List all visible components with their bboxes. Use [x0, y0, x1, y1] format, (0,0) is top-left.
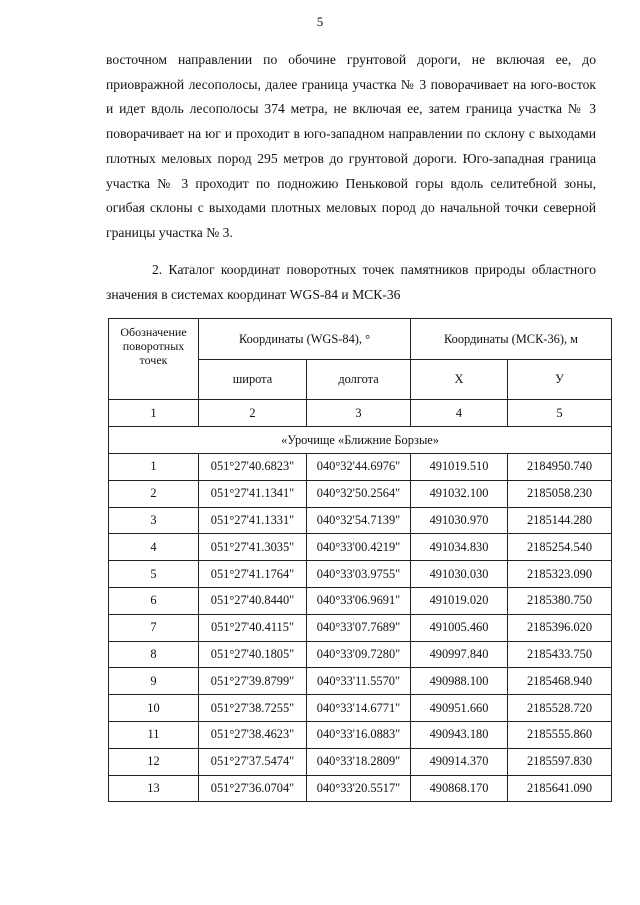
latitude-cell: 051°27'38.4623": [199, 721, 307, 748]
y-coordinate-cell: 2185555.860: [508, 721, 612, 748]
table-row: [109, 561, 612, 588]
table-row: [109, 614, 612, 641]
longitude-cell: 040°32'54.7139": [307, 507, 411, 534]
latitude-cell: 051°27'41.1341": [199, 480, 307, 507]
table-row: [109, 454, 612, 481]
point-number-cell: 8: [109, 641, 199, 668]
column-number-row: [109, 400, 612, 427]
x-coordinate-cell: 490951.660: [411, 695, 508, 722]
table-row: [109, 587, 612, 614]
table-header-row: [109, 319, 612, 360]
latitude-cell: 051°27'37.5474": [199, 748, 307, 775]
longitude-cell: 040°32'44.6976": [307, 454, 411, 481]
x-coordinate-cell: 490988.100: [411, 668, 508, 695]
x-coordinate-cell: 490914.370: [411, 748, 508, 775]
x-coordinate-cell: 490943.180: [411, 721, 508, 748]
column-number: 2: [199, 400, 307, 427]
x-coordinate-cell: 491030.030: [411, 561, 508, 588]
x-coordinate-cell: 491019.510: [411, 454, 508, 481]
latitude-cell: 051°27'40.1805": [199, 641, 307, 668]
page-number: 5: [316, 14, 324, 29]
table-row: [109, 641, 612, 668]
latitude-cell: 051°27'36.0704": [199, 775, 307, 802]
section-title: «Урочище «Ближние Борзые»: [109, 427, 612, 454]
y-coordinate-cell: 2185528.720: [508, 695, 612, 722]
y-coordinate-cell: 2185433.750: [508, 641, 612, 668]
latitude-cell: 051°27'41.1331": [199, 507, 307, 534]
table-row: [109, 534, 612, 561]
latitude-cell: 051°27'41.1764": [199, 561, 307, 588]
y-coordinate-cell: 2185396.020: [508, 614, 612, 641]
header-longitude: долгота: [307, 360, 411, 400]
point-number-cell: 10: [109, 695, 199, 722]
point-number-cell: 6: [109, 587, 199, 614]
table-row: [109, 507, 612, 534]
point-number-cell: 1: [109, 454, 199, 481]
point-number-cell: 12: [109, 748, 199, 775]
y-coordinate-cell: 2185641.090: [508, 775, 612, 802]
x-coordinate-cell: 491019.020: [411, 587, 508, 614]
table-row: [109, 748, 612, 775]
y-coordinate-cell: 2184950.740: [508, 454, 612, 481]
x-coordinate-cell: 491034.830: [411, 534, 508, 561]
point-number-cell: 13: [109, 775, 199, 802]
latitude-cell: 051°27'39.8799": [199, 668, 307, 695]
x-coordinate-cell: 491005.460: [411, 614, 508, 641]
coordinates-catalog-table: [108, 318, 612, 802]
y-coordinate-cell: 2185380.750: [508, 587, 612, 614]
section-row: [109, 427, 612, 454]
header-y: У: [508, 360, 612, 400]
catalog-heading-paragraph: 2. Каталог координат поворотных точек памятников природы областного значения в системах координат WGS-84 и МСК-36: [106, 262, 596, 302]
column-number: 3: [307, 400, 411, 427]
boundary-description-paragraph: восточном направлении по обочине грунтовой дороги, не включая ее, до приовражной лесополосы, далее граница участка № 3 поворачивает на юго-восток и идет вдоль лесополосы 374 метра, не включая ее, затем граница участка № 3 поворачивает на юг и проходит в юго-западном направлении по склону с выходами плотных меловых пород 295 метров до грунтовой дороги. Юго-западная граница участка № 3 проходит по подножию Пеньковой горы вдоль селитебной зоны, огибая склоны с выходами плотных меловых пород до начальной точки северной границы участка № 3.: [106, 52, 596, 240]
table-body: [109, 454, 612, 802]
longitude-cell: 040°33'03.9755": [307, 561, 411, 588]
x-coordinate-cell: 491032.100: [411, 480, 508, 507]
table-row: [109, 695, 612, 722]
latitude-cell: 051°27'40.6823": [199, 454, 307, 481]
point-number-cell: 7: [109, 614, 199, 641]
point-number-cell: 11: [109, 721, 199, 748]
table-row: [109, 775, 612, 802]
y-coordinate-cell: 2185468.940: [508, 668, 612, 695]
latitude-cell: 051°27'40.4115": [199, 614, 307, 641]
latitude-cell: 051°27'41.3035": [199, 534, 307, 561]
column-number: 5: [508, 400, 612, 427]
longitude-cell: 040°33'00.4219": [307, 534, 411, 561]
longitude-cell: 040°33'14.6771": [307, 695, 411, 722]
longitude-cell: 040°33'07.7689": [307, 614, 411, 641]
y-coordinate-cell: 2185597.830: [508, 748, 612, 775]
x-coordinate-cell: 491030.970: [411, 507, 508, 534]
longitude-cell: 040°33'18.2809": [307, 748, 411, 775]
latitude-cell: 051°27'40.8440": [199, 587, 307, 614]
table-row: [109, 480, 612, 507]
longitude-cell: 040°33'16.0883": [307, 721, 411, 748]
y-coordinate-cell: 2185323.090: [508, 561, 612, 588]
point-number-cell: 3: [109, 507, 199, 534]
longitude-cell: 040°32'50.2564": [307, 480, 411, 507]
point-number-cell: 4: [109, 534, 199, 561]
point-number-cell: 2: [109, 480, 199, 507]
y-coordinate-cell: 2185254.540: [508, 534, 612, 561]
latitude-cell: 051°27'38.7255": [199, 695, 307, 722]
column-number: 1: [109, 400, 199, 427]
column-number: 4: [411, 400, 508, 427]
header-x: X: [411, 360, 508, 400]
table-row: [109, 721, 612, 748]
header-latitude: широта: [199, 360, 307, 400]
header-wgs84-coordinates: Координаты (WGS-84), °: [199, 319, 411, 360]
table-row: [109, 668, 612, 695]
x-coordinate-cell: 490997.840: [411, 641, 508, 668]
y-coordinate-cell: 2185144.280: [508, 507, 612, 534]
longitude-cell: 040°33'06.9691": [307, 587, 411, 614]
point-number-cell: 9: [109, 668, 199, 695]
y-coordinate-cell: 2185058.230: [508, 480, 612, 507]
longitude-cell: 040°33'09.7280": [307, 641, 411, 668]
header-point-designation: Обозначение поворотных точек: [109, 319, 199, 400]
x-coordinate-cell: 490868.170: [411, 775, 508, 802]
point-number-cell: 5: [109, 561, 199, 588]
longitude-cell: 040°33'11.5570": [307, 668, 411, 695]
header-msk36-coordinates: Координаты (МСК-36), м: [411, 319, 612, 360]
longitude-cell: 040°33'20.5517": [307, 775, 411, 802]
